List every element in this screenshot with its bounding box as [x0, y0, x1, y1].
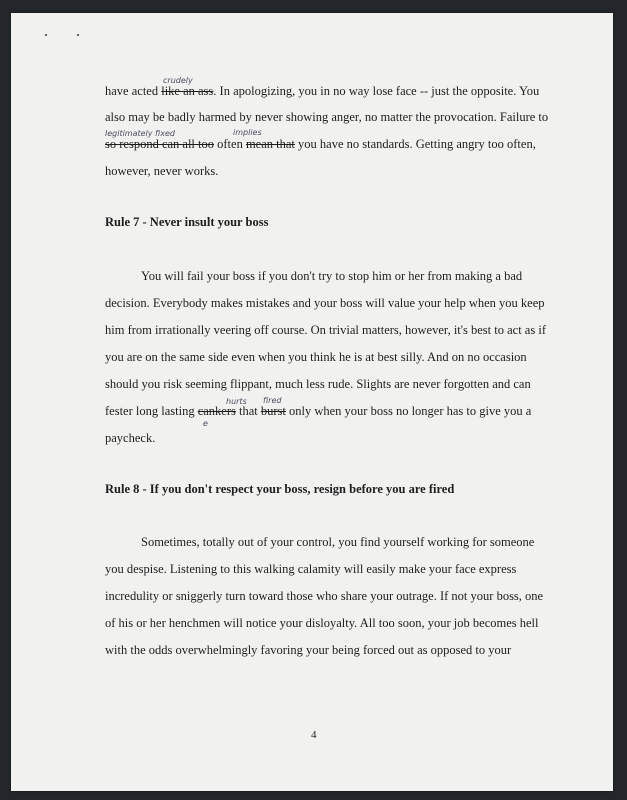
text-run: have acted	[105, 84, 162, 98]
text-run: fester long lasting	[105, 404, 198, 418]
text-run: . In apologizing, you in no way lose face -- just the opposite. You	[213, 84, 540, 98]
text-run: you have no standards. Getting angry too often,	[294, 137, 536, 151]
text-line	[105, 404, 531, 419]
text-line: with the odds overwhelmingly favoring your being forced out as opposed to your	[105, 643, 512, 657]
text-line: you despise. Listening to this walking calamity will easily make your face express	[105, 562, 517, 576]
text-line: you are on the same side even when you think he is at best silly. And on no occasion	[105, 350, 527, 364]
struck-text: like an ass	[161, 84, 214, 98]
handwritten-note: e	[203, 419, 208, 428]
text-line: also may be badly harmed by never showing anger, no matter the provocation. Failure to	[105, 110, 549, 124]
text-line: however, never works.	[105, 164, 219, 178]
text-line: him from irrationally veering off course. On trivial matters, however, it's best to act as if	[105, 323, 546, 337]
text-line: You will fail your boss if you don't try to stop him or her from making a bad	[141, 269, 523, 283]
scan-mark	[77, 34, 79, 36]
text-run: that	[235, 404, 261, 418]
handwritten-note: hurts	[226, 397, 247, 406]
text-line: decision. Everybody makes mistakes and your boss will value your help when you keep	[105, 296, 545, 310]
handwritten-note: crudely	[163, 76, 193, 85]
text-run: often	[214, 137, 246, 151]
handwritten-note: implies	[233, 128, 262, 137]
document-page	[11, 13, 613, 791]
text-line: incredulity or sniggerly turn toward those who share your outrage. If not your boss, one	[105, 589, 544, 603]
struck-text: mean that	[245, 137, 295, 151]
text-run: only when your boss no longer has to give you a	[285, 404, 532, 418]
page-number: 4	[311, 729, 317, 741]
scan-mark	[45, 34, 47, 36]
struck-text: so respond can all too	[105, 137, 215, 151]
section-heading: Rule 7 - Never insult your boss	[105, 215, 269, 229]
text-line: of his or her henchmen will notice your disloyalty. All too soon, your job becomes hell	[105, 616, 539, 630]
struck-text: burst	[260, 404, 286, 418]
text-line: paycheck.	[105, 431, 156, 445]
struck-text: cankers	[197, 404, 236, 418]
text-line: Sometimes, totally out of your control, you find yourself working for someone	[141, 535, 535, 549]
handwritten-note: legitimately fixed	[105, 129, 175, 138]
section-heading: Rule 8 - If you don't respect your boss, resign before you are fired	[105, 482, 455, 496]
handwritten-note: fired	[263, 396, 282, 405]
text-line: should you risk seeming flippant, much less rude. Slights are never forgotten and can	[105, 377, 531, 391]
